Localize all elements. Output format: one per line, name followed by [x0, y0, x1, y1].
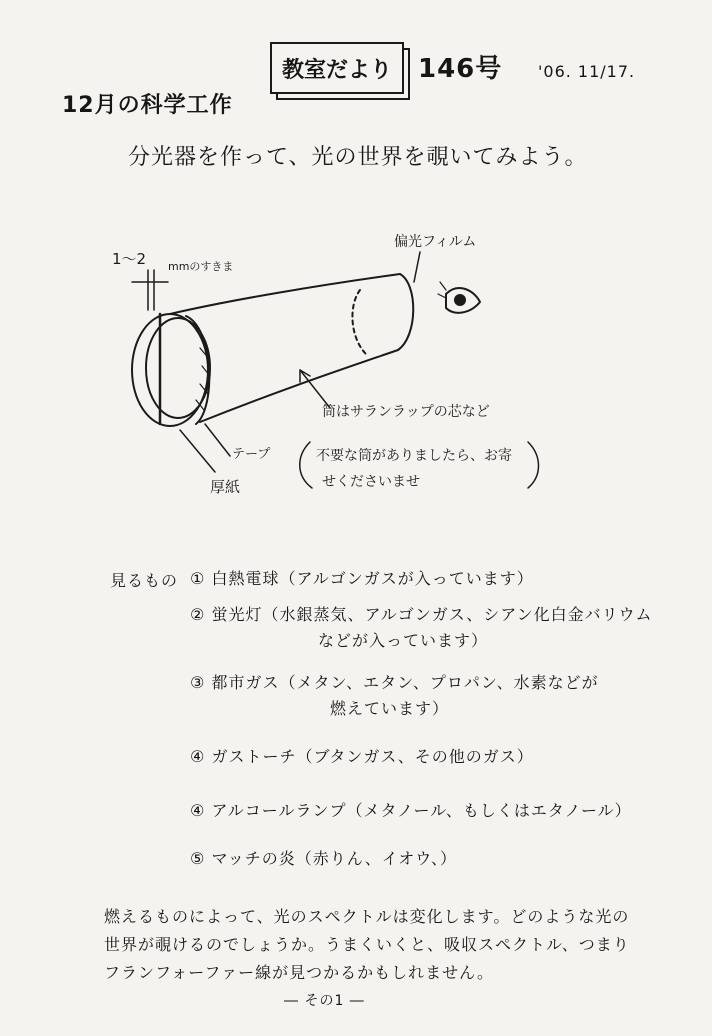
item-number: ①	[190, 569, 206, 588]
list-item	[190, 566, 534, 589]
list-item	[190, 670, 599, 693]
film-pointer	[414, 252, 420, 282]
item-text: 蛍光灯（水銀蒸気、アルゴンガス、シアン化白金バリウム	[211, 605, 653, 624]
note-right-paren	[528, 442, 539, 488]
page-signature: ― その1 ―	[284, 993, 365, 1009]
list-item	[190, 602, 652, 625]
film-label: 偏光フィルム	[394, 234, 477, 250]
cardboard-label: 厚紙	[210, 478, 241, 496]
item-text: 都市ガス（メタン、エタン、プロパン、水素などが	[211, 673, 599, 692]
section-subtitle: 12月の科学工作	[62, 93, 233, 118]
footer-line-1: 燃えるものによって、光のスペクトルは変化します。どのような光の	[104, 907, 630, 926]
issue-date: '06. 11/17.	[538, 62, 636, 81]
tube-inner-ellipse	[352, 290, 368, 356]
tape-pointer	[205, 424, 230, 456]
list-item	[190, 798, 632, 821]
item-text: 白熱電球（アルゴンガスが入っています）	[211, 569, 534, 588]
width-label-unit: mmのすきま	[168, 260, 234, 273]
eye-icon	[438, 282, 480, 313]
page-headline: 分光器を作って、光の世界を覗いてみよう。	[128, 145, 588, 170]
masthead-title-box	[270, 42, 404, 94]
spectroscope-diagram	[0, 210, 712, 540]
list-item-continuation: などが入っています）	[318, 631, 489, 650]
item-text: ガストーチ（ブタンガス、その他のガス）	[211, 747, 534, 766]
item-text: アルコールランプ（メタノール、もしくはエタノール）	[211, 801, 632, 820]
footer-line-3: フランフォーファー線が見つかるかもしれません。	[104, 963, 495, 982]
item-number: ⑤	[190, 849, 206, 868]
list-item	[190, 744, 534, 767]
item-number: ③	[190, 673, 206, 692]
tube-end-cap	[398, 274, 413, 350]
list-item	[190, 846, 457, 869]
masthead-title: 教室だより	[281, 57, 392, 83]
cardboard-pointer	[180, 430, 215, 472]
width-label-number: 1〜2	[112, 250, 147, 268]
item-number: ④	[190, 747, 206, 766]
note-line-2: せくださいませ	[322, 474, 420, 490]
issue-number: 146号	[418, 54, 503, 84]
item-text: マッチの炎（赤りん、イオウ、）	[211, 849, 457, 868]
tube-top-edge	[170, 274, 400, 314]
note-left-paren	[300, 442, 312, 488]
list-item-continuation: 燃えています）	[330, 699, 450, 718]
items-heading: 見るもの	[110, 571, 179, 590]
note-line-1: 不要な筒がありましたら、お寄	[316, 448, 512, 464]
tube-label: 筒はサランラップの芯など	[322, 404, 490, 420]
tape-label: テープ	[232, 447, 271, 462]
item-number: ②	[190, 605, 206, 624]
item-number: ④	[190, 801, 206, 820]
footer-line-2: 世界が覗けるのでしょうか。うまくいくと、吸収スペクトル、つまり	[104, 935, 630, 954]
